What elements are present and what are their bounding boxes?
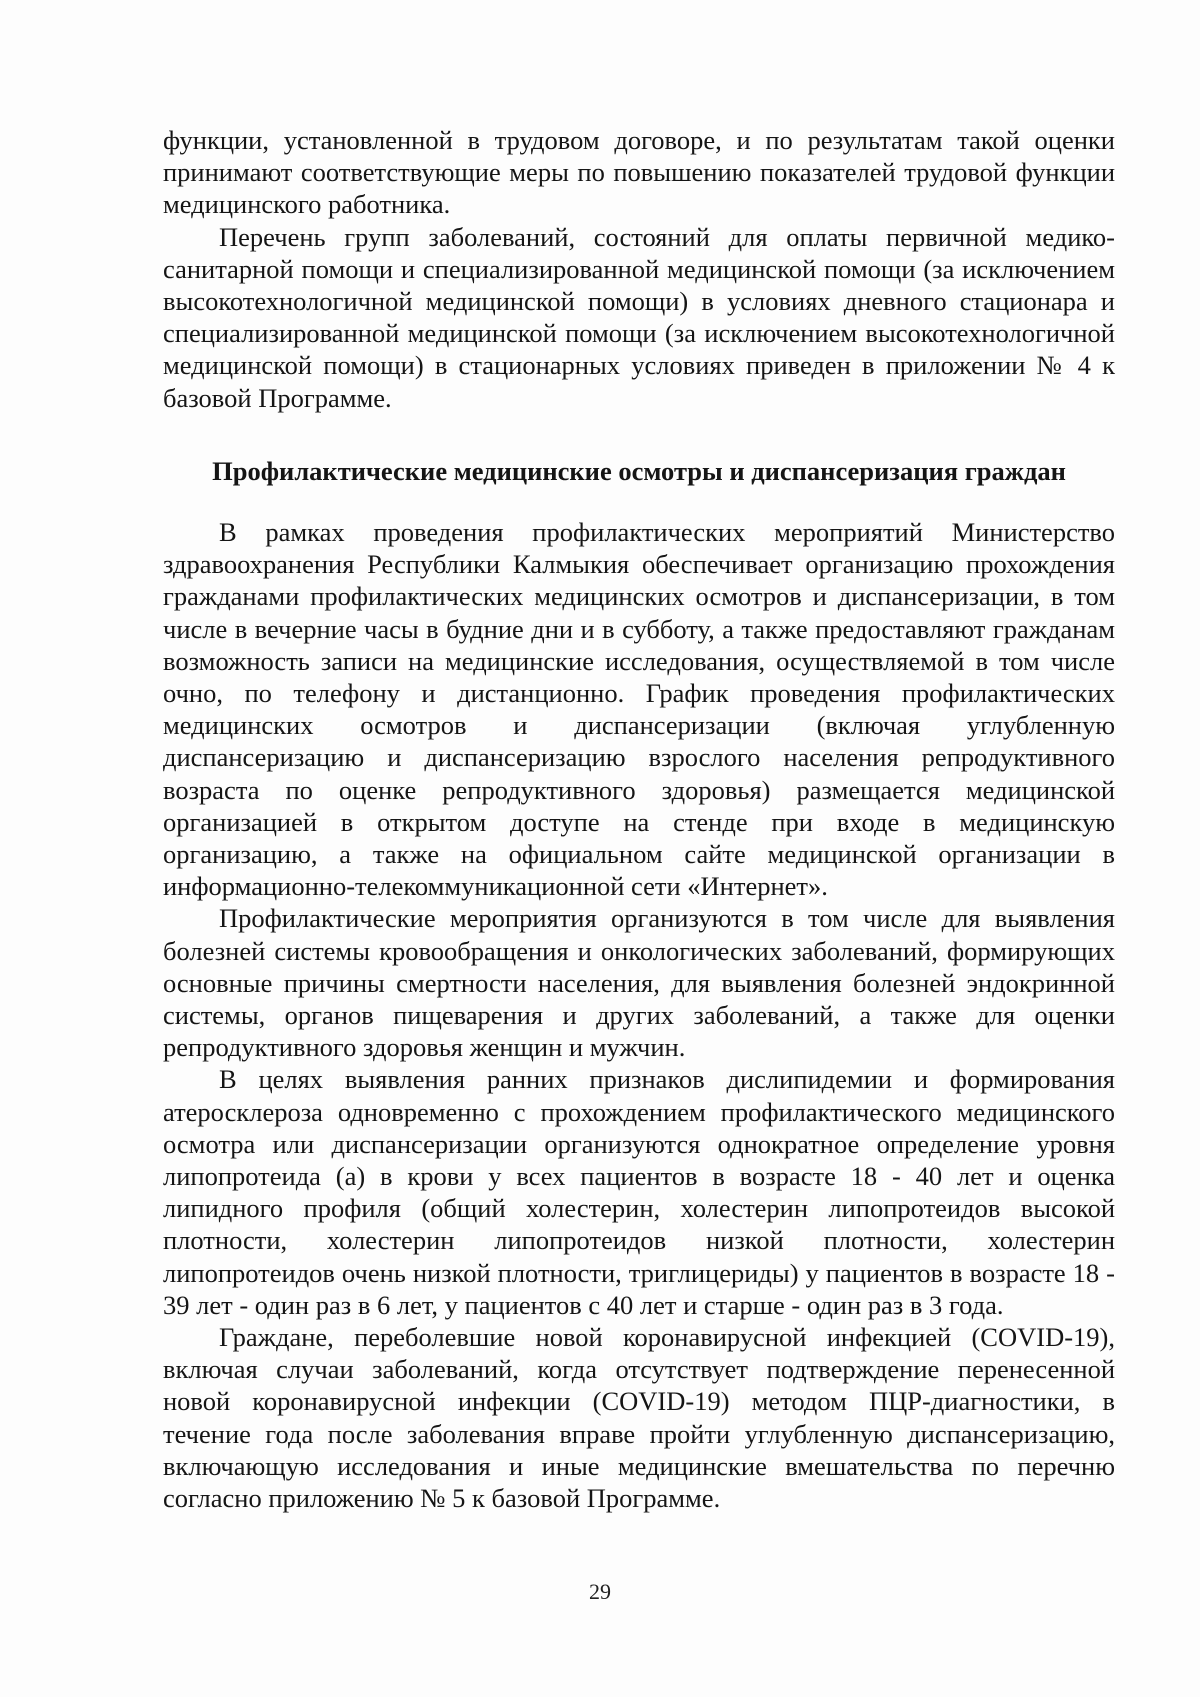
paragraph: Профилактические мероприятия организуются в том числе для выявления болезней системы кровообращения и онкологических заболеваний, формирующих основные причины смертности населения, для выявления болезней эндокринной системы, органов пищеварения и других заболеваний, а также для оценки репродуктивного здоровья женщин и мужчин. bbox=[163, 903, 1115, 1063]
section-heading: Профилактические медицинские осмотры и диспансеризация граждан bbox=[212, 456, 1066, 486]
paragraph: В рамках проведения профилактических мероприятий Министерство здравоохранения Республики Калмыкия обеспечивает организацию прохождения гражданами профилактических медицинских осмотров и диспансеризации, в том числе в вечерние часы в будние дни и в субботу, а также предоставляют гражданам возможность записи на медицинские исследования, осуществляемой в том числе очно, по телефону и дистанционно. График проведения профилактических медицинских осмотров и диспансеризации (включая углубленную диспансеризацию и диспансеризацию взрослого населения репродуктивного возраста по оценке репродуктивного здоровья) размещается медицинской организацией в открытом доступе на стенде при входе в медицинскую организацию, а также на официальном сайте медицинской организации в информационно-телекоммуникационной сети «Интернет». bbox=[163, 517, 1115, 902]
paragraph: В целях выявления ранних признаков дислипидемии и формирования атеросклероза одновременно с прохождением профилактического медицинского осмотра или диспансеризации организуются однократное определение уровня липопротеида (а) в крови у всех пациентов в возрасте 18 - 40 лет и оценка липидного профиля (общий холестерин, холестерин липопротеидов высокой плотности, холестерин липопротеидов низкой плотности, холестерин липопротеидов очень низкой плотности, триглицериды) у пациентов в возрасте 18 - 39 лет - один раз в 6 лет, у пациентов с 40 лет и старше - один раз в 3 года. bbox=[163, 1064, 1115, 1320]
page-number: 29 bbox=[589, 1579, 611, 1604]
paragraph: Перечень групп заболеваний, состояний для оплаты первичной медико-санитарной помощи и специализированной медицинской помощи (за исключением высокотехнологичной медицинской помощи) в условиях дневного стационара и специализированной медицинской помощи (за исключением высокотехнологичной медицинской помощи) в стационарных условиях приведен в приложении № 4 к базовой Программе. bbox=[163, 221, 1115, 413]
paragraph: функции, установленной в трудовом договоре, и по результатам такой оценки принимают соответствующие меры по повышению показателей трудовой функции медицинского работника. bbox=[163, 125, 1115, 220]
text-block-section bbox=[163, 516, 1115, 1514]
text-block-top bbox=[163, 124, 1115, 414]
paragraph: Граждане, переболевшие новой коронавирусной инфекцией (COVID-19), включая случаи заболеваний, когда отсутствует подтверждение перенесенной новой коронавирусной инфекции (COVID-19) методом ПЦР-диагностики, в течение года после заболевания вправе пройти углубленную диспансеризацию, включающую исследования и иные медицинские вмешательства по перечню согласно приложению № 5 к базовой Программе. bbox=[163, 1322, 1115, 1514]
